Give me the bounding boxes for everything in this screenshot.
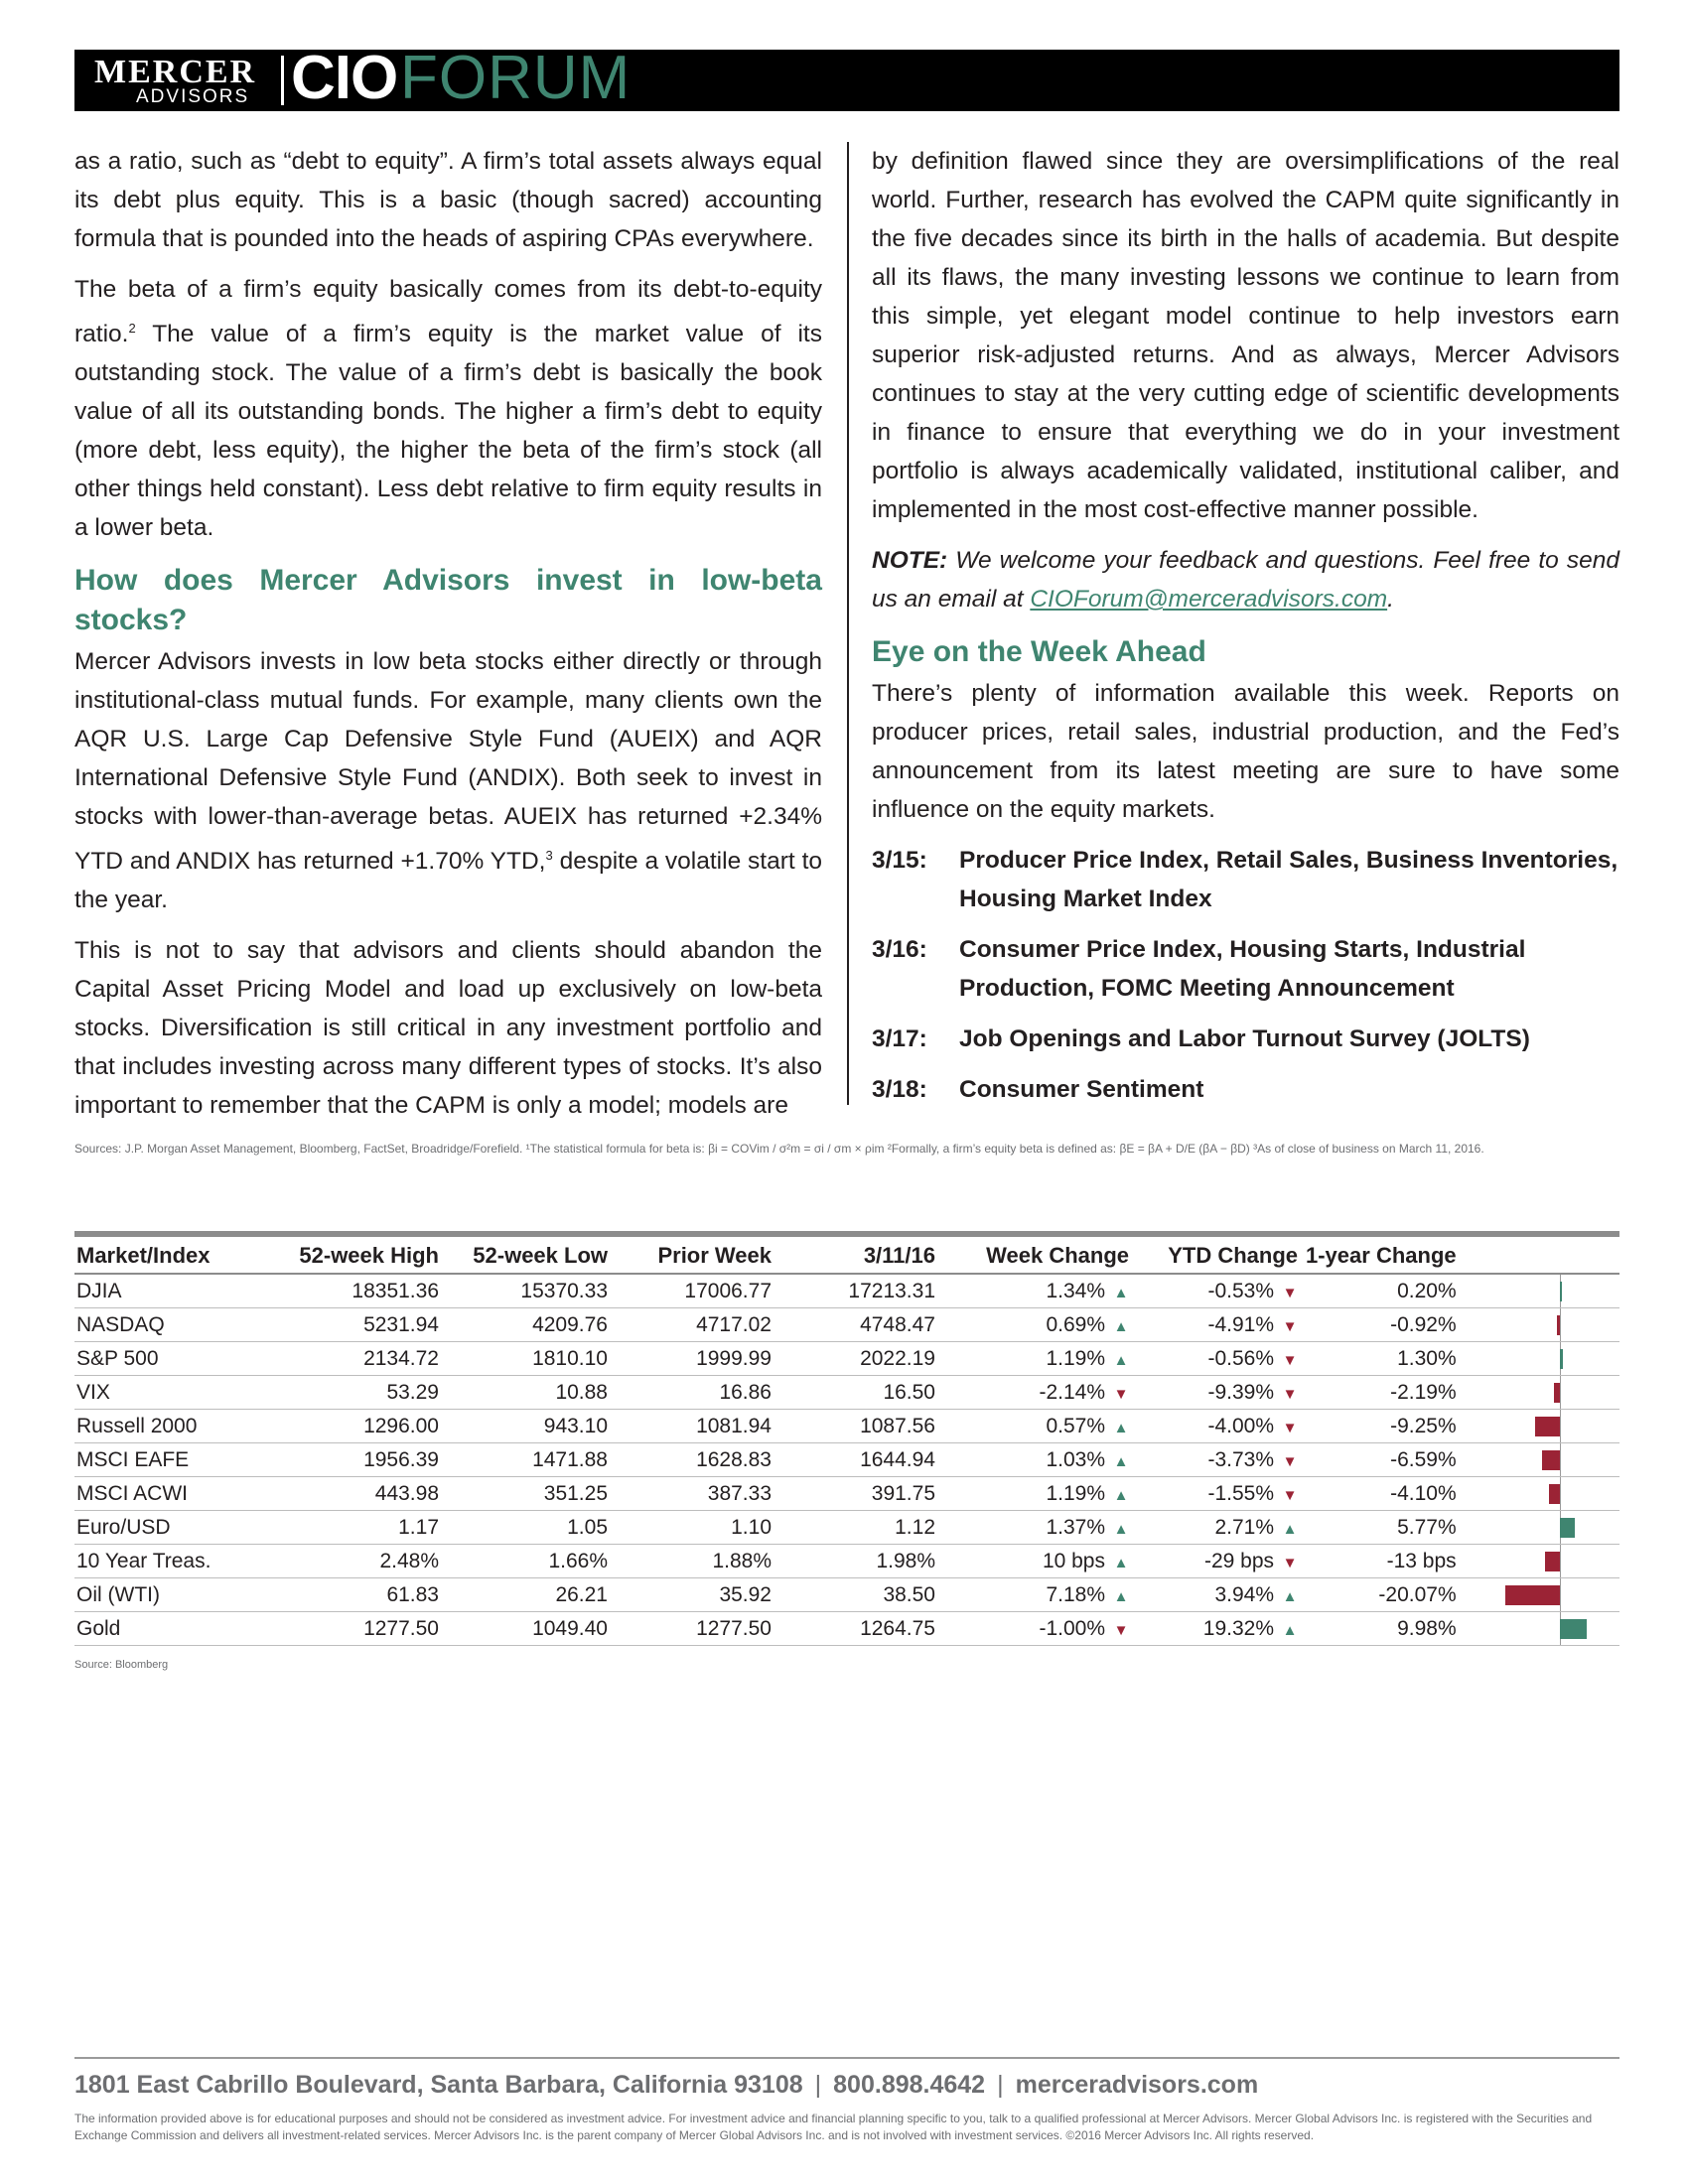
column-header: 52-week Low (445, 1234, 614, 1274)
cell-ytd-change: -9.39% ▼ (1135, 1376, 1304, 1410)
cell-ytd-change: -4.91% ▼ (1135, 1308, 1304, 1342)
cell-prior-week: 387.33 (614, 1477, 777, 1511)
triangle-down-icon: ▼ (1282, 1486, 1298, 1504)
cell-current: 38.50 (777, 1578, 941, 1612)
left-column (74, 142, 822, 1137)
triangle-up-icon: ▲ (1113, 1419, 1129, 1436)
paragraph: The beta of a firm’s equity basically comes from its debt-to-equity ratio.$^2$ The value of a firm’s equity is the market value of its outstanding stock. The value of a firm’s debt is basically the book value of all its outstanding bonds. The higher a firm’s debt to equity (more debt, less equity), the higher the beta of the firm’s stock (all other things held constant). Less debt relative to firm equity results in a lower beta. (74, 276, 822, 542)
triangle-up-icon: ▲ (1113, 1554, 1129, 1571)
cell-52wk-low: 1.66% (445, 1545, 614, 1578)
cell-52wk-low: 4209.76 (445, 1308, 614, 1342)
cell-1yr-change: 0.20% (1304, 1274, 1463, 1308)
cell-week-change: 1.34% ▲ (941, 1274, 1135, 1308)
cell-prior-week: 1081.94 (614, 1410, 777, 1443)
separator: | (997, 2071, 1004, 2099)
cell-ytd-change: -0.56% ▼ (1135, 1342, 1304, 1376)
table-row (74, 1376, 1619, 1410)
bar-axis (1560, 1376, 1561, 1409)
triangle-down-icon: ▼ (1282, 1419, 1298, 1436)
cell-52wk-high: 1.17 (273, 1511, 445, 1545)
cell-current: 1264.75 (777, 1612, 941, 1646)
email-link[interactable]: CIOForum@merceradvisors.com (1030, 586, 1388, 613)
cell-current: 17213.31 (777, 1274, 941, 1308)
triangle-down-icon: ▼ (1282, 1554, 1298, 1571)
cell-current: 1644.94 (777, 1443, 941, 1477)
triangle-up-icon: ▲ (1282, 1520, 1298, 1538)
table-row (74, 1274, 1619, 1308)
logo-cio: CIO (291, 44, 398, 112)
triangle-up-icon: ▲ (1113, 1351, 1129, 1369)
cell-week-change: 0.69% ▲ (941, 1308, 1135, 1342)
column-header: Prior Week (614, 1234, 777, 1274)
cell-week-change: 1.03% ▲ (941, 1443, 1135, 1477)
cell-prior-week: 17006.77 (614, 1274, 777, 1308)
table-header-row (74, 1234, 1619, 1274)
index-name: Gold (74, 1612, 273, 1646)
index-name: Russell 2000 (74, 1410, 273, 1443)
table-row (74, 1410, 1619, 1443)
cell-52wk-low: 10.88 (445, 1376, 614, 1410)
sources-footnote: Sources: J.P. Morgan Asset Management, Bloomberg, FactSet, Broadridge/Forefield. ¹The statistical formula for beta is: βi = COVim / σ²m = σi / σm × ρim ²Formally, a firm’s equity beta is defined as: βE = βA + D/E (βA − βD) ³As of close of business on March 11, 2016. (74, 1142, 1484, 1156)
event-item (872, 841, 1619, 918)
bar-cell (1463, 1443, 1619, 1477)
event-text: Consumer Sentiment (959, 1076, 1204, 1103)
cell-current: 1.98% (777, 1545, 941, 1578)
cell-ytd-change: 3.94% ▲ (1135, 1578, 1304, 1612)
cell-ytd-change: -3.73% ▼ (1135, 1443, 1304, 1477)
cell-52wk-low: 1049.40 (445, 1612, 614, 1646)
index-name: 10 Year Treas. (74, 1545, 273, 1578)
triangle-up-icon: ▲ (1113, 1284, 1129, 1301)
paragraph: as a ratio, such as “debt to equity”. A firm’s total assets always equal its debt plus equity. This is a basic (though sacred) accounting formula that is pounded into the heads of aspiring CPAs everywhere. (74, 148, 822, 252)
change-bar (1560, 1282, 1562, 1301)
column-header: 3/11/16 (777, 1234, 941, 1274)
header-banner (74, 44, 1619, 112)
event-item (872, 930, 1619, 1008)
cell-52wk-high: 61.83 (273, 1578, 445, 1612)
triangle-up-icon: ▲ (1113, 1452, 1129, 1470)
triangle-down-icon: ▼ (1282, 1284, 1298, 1301)
triangle-down-icon: ▼ (1282, 1351, 1298, 1369)
bar-axis (1560, 1578, 1561, 1611)
event-date: 3/17: (872, 1025, 927, 1052)
cell-ytd-change: -4.00% ▼ (1135, 1410, 1304, 1443)
bar-axis (1560, 1545, 1561, 1577)
column-divider (847, 142, 849, 1105)
triangle-up-icon: ▲ (1113, 1520, 1129, 1538)
bar-cell (1463, 1410, 1619, 1443)
cell-week-change: -2.14% ▼ (941, 1376, 1135, 1410)
cell-week-change: 0.57% ▲ (941, 1410, 1135, 1443)
column-header: Week Change (941, 1234, 1135, 1274)
event-date: 3/18: (872, 1076, 927, 1103)
cell-52wk-high: 2.48% (273, 1545, 445, 1578)
change-bar (1549, 1484, 1560, 1504)
table-row (74, 1511, 1619, 1545)
logo-mercer: MERCER (94, 54, 257, 90)
disclaimer: The information provided above is for educational purposes and should not be considered as investment advice. For investment advice and financial planning specific to you, talk to a qualified professional at Mercer Advisors. Mercer Global Advisors Inc. is registered with the Securities and Exchange Commission and delivers all investment-related services. Mercer Advisors Inc. is the parent company of Mercer Global Advisors Inc. and is not involved with investment services. ©2016 Mercer Advisors Inc. All rights reserved. (74, 2112, 1593, 2142)
triangle-down-icon: ▼ (1113, 1385, 1129, 1403)
cell-1yr-change: 5.77% (1304, 1511, 1463, 1545)
index-name: MSCI ACWI (74, 1477, 273, 1511)
table-row (74, 1612, 1619, 1646)
bar-axis (1560, 1477, 1561, 1510)
cell-week-change: 1.37% ▲ (941, 1511, 1135, 1545)
cell-52wk-low: 351.25 (445, 1477, 614, 1511)
column-header: YTD Change (1135, 1234, 1304, 1274)
table-row (74, 1477, 1619, 1511)
table-body (74, 1274, 1619, 1646)
cell-1yr-change: 9.98% (1304, 1612, 1463, 1646)
cell-52wk-low: 15370.33 (445, 1274, 614, 1308)
paragraph: Mercer Advisors invests in low beta stocks either directly or through institutional-class mutual funds. For example, many clients own the AQR U.S. Large Cap Defensive Style Fund (AUEIX) and AQR International Defensive Style Fund (ANDIX). Both seek to invest in stocks with lower-than-average betas. AUEIX has returned +2.34% YTD and ANDIX has returned +1.70% YTD,$^3$ despite a volatile start to the year. (74, 648, 823, 914)
index-name: NASDAQ (74, 1308, 273, 1342)
bar-axis (1560, 1308, 1561, 1341)
paragraph: There’s plenty of information available this week. Reports on producer prices, retail sales, industrial production, and the Fed’s announcement from its latest meeting are sure to have some influence on the equity markets. (872, 680, 1619, 823)
bar-cell (1463, 1511, 1619, 1545)
cell-prior-week: 16.86 (614, 1376, 777, 1410)
event-text: Producer Price Index, Retail Sales, Business Inventories, Housing Market Index (959, 847, 1618, 912)
cell-1yr-change: -9.25% (1304, 1410, 1463, 1443)
cell-1yr-change: -6.59% (1304, 1443, 1463, 1477)
index-name: Euro/USD (74, 1511, 273, 1545)
cell-52wk-high: 1277.50 (273, 1612, 445, 1646)
event-item (872, 1020, 1619, 1058)
cell-prior-week: 4717.02 (614, 1308, 777, 1342)
footer-contact (74, 2071, 1258, 2100)
cell-prior-week: 1628.83 (614, 1443, 777, 1477)
cell-ytd-change: -29 bps ▼ (1135, 1545, 1304, 1578)
cell-1yr-change: -4.10% (1304, 1477, 1463, 1511)
address: 1801 East Cabrillo Boulevard, Santa Barbara, California 93108 (74, 2071, 803, 2099)
cell-1yr-change: -20.07% (1304, 1578, 1463, 1612)
table-row (74, 1545, 1619, 1578)
change-bar (1545, 1552, 1560, 1571)
index-name: VIX (74, 1376, 273, 1410)
cell-week-change: 10 bps ▲ (941, 1545, 1135, 1578)
website[interactable]: merceradvisors.com (1015, 2071, 1259, 2099)
triangle-down-icon: ▼ (1113, 1621, 1129, 1639)
change-bar (1505, 1585, 1559, 1605)
index-name: MSCI EAFE (74, 1443, 273, 1477)
table-source: Source: Bloomberg (74, 1659, 169, 1671)
cell-52wk-low: 1810.10 (445, 1342, 614, 1376)
cell-current: 4748.47 (777, 1308, 941, 1342)
cell-current: 1.12 (777, 1511, 941, 1545)
event-text: Job Openings and Labor Turnout Survey (JOLTS) (959, 1025, 1530, 1052)
logo-advisors: ADVISORS (136, 86, 250, 107)
index-name: S&P 500 (74, 1342, 273, 1376)
bar-axis (1560, 1410, 1561, 1442)
cell-current: 391.75 (777, 1477, 941, 1511)
cell-prior-week: 1277.50 (614, 1612, 777, 1646)
cell-52wk-low: 943.10 (445, 1410, 614, 1443)
triangle-up-icon: ▲ (1113, 1317, 1129, 1335)
bar-cell (1463, 1376, 1619, 1410)
note-paragraph: NOTE: We welcome your feedback and questions. Feel free to send us an email at CIOForum@merceradvisors.com. (872, 547, 1619, 613)
paragraph: by definition flawed since they are oversimplifications of the real world. Further, research has evolved the CAPM quite significantly in the five decades since its birth in the halls of academia. But despite all its flaws, the many investing lessons we continue to learn from this simple, yet elegant model continue to help investors earn superior risk-adjusted returns. And as always, Mercer Advisors continues to stay at the very cutting edge of scientific developments in finance to ensure that everything we do in your investment portfolio is always academically validated, institutional caliber, and implemented in the most cost-effective manner possible. (872, 148, 1619, 523)
change-bar (1560, 1518, 1576, 1538)
event-item (872, 1070, 1619, 1109)
events-list (872, 841, 1619, 1109)
bar-cell (1463, 1578, 1619, 1612)
cell-1yr-change: -2.19% (1304, 1376, 1463, 1410)
bar-cell (1463, 1612, 1619, 1646)
market-table (74, 1231, 1619, 1646)
column-header: 52-week High (273, 1234, 445, 1274)
section-heading: Eye on the Week Ahead (872, 635, 1206, 668)
bar-cell (1463, 1545, 1619, 1578)
cell-52wk-high: 443.98 (273, 1477, 445, 1511)
cell-week-change: 1.19% ▲ (941, 1342, 1135, 1376)
change-bar (1560, 1619, 1587, 1639)
footer-rule (74, 2057, 1619, 2059)
bar-cell (1463, 1342, 1619, 1376)
cell-week-change: -1.00% ▼ (941, 1612, 1135, 1646)
column-header: Market/Index (74, 1234, 273, 1274)
change-bar (1535, 1417, 1560, 1436)
cell-ytd-change: 19.32% ▲ (1135, 1612, 1304, 1646)
triangle-up-icon: ▲ (1282, 1621, 1298, 1639)
cell-ytd-change: -1.55% ▼ (1135, 1477, 1304, 1511)
change-bar (1542, 1450, 1560, 1470)
cell-1yr-change: -13 bps (1304, 1545, 1463, 1578)
section-heading: How does Mercer Advisors invest in low-beta stocks? (74, 564, 822, 637)
cell-52wk-low: 1471.88 (445, 1443, 614, 1477)
change-bar (1557, 1315, 1559, 1335)
event-text: Consumer Price Index, Housing Starts, Industrial Production, FOMC Meeting Announcement (959, 936, 1526, 1002)
table-row (74, 1443, 1619, 1477)
table-row (74, 1308, 1619, 1342)
separator: | (814, 2071, 822, 2099)
logo-forum: FORUM (400, 44, 632, 112)
cell-52wk-high: 2134.72 (273, 1342, 445, 1376)
cell-1yr-change: 1.30% (1304, 1342, 1463, 1376)
cell-week-change: 1.19% ▲ (941, 1477, 1135, 1511)
cell-prior-week: 1.10 (614, 1511, 777, 1545)
triangle-down-icon: ▼ (1282, 1452, 1298, 1470)
cell-current: 16.50 (777, 1376, 941, 1410)
cell-1yr-change: -0.92% (1304, 1308, 1463, 1342)
event-date: 3/16: (872, 936, 927, 963)
cell-week-change: 7.18% ▲ (941, 1578, 1135, 1612)
bar-cell (1463, 1477, 1619, 1511)
change-bar (1560, 1349, 1564, 1369)
cell-current: 2022.19 (777, 1342, 941, 1376)
bar-cell (1463, 1274, 1619, 1308)
index-name: Oil (WTI) (74, 1578, 273, 1612)
cell-52wk-low: 26.21 (445, 1578, 614, 1612)
cell-ytd-change: -0.53% ▼ (1135, 1274, 1304, 1308)
phone: 800.898.4642 (833, 2071, 986, 2099)
table-row (74, 1342, 1619, 1376)
cell-prior-week: 1999.99 (614, 1342, 777, 1376)
right-column (872, 142, 1619, 1121)
bar-axis (1560, 1443, 1561, 1476)
triangle-up-icon: ▲ (1282, 1587, 1298, 1605)
column-header-bar (1463, 1234, 1619, 1274)
cell-ytd-change: 2.71% ▲ (1135, 1511, 1304, 1545)
paragraph: This is not to say that advisors and clients should abandon the Capital Asset Pricing Model and load up exclusively on low-beta stocks. Diversification is still critical in any investment portfolio and that includes investing across many different types of stocks. It’s also important to remember that the CAPM is only a model; models are (74, 937, 822, 1120)
index-name: DJIA (74, 1274, 273, 1308)
cell-52wk-high: 18351.36 (273, 1274, 445, 1308)
cell-52wk-high: 53.29 (273, 1376, 445, 1410)
table-row (74, 1578, 1619, 1612)
column-header: 1-year Change (1304, 1234, 1463, 1274)
triangle-up-icon: ▲ (1113, 1587, 1129, 1605)
change-bar (1554, 1383, 1560, 1403)
cell-current: 1087.56 (777, 1410, 941, 1443)
triangle-up-icon: ▲ (1113, 1486, 1129, 1504)
cell-52wk-high: 5231.94 (273, 1308, 445, 1342)
cell-52wk-low: 1.05 (445, 1511, 614, 1545)
cell-prior-week: 35.92 (614, 1578, 777, 1612)
triangle-down-icon: ▼ (1282, 1317, 1298, 1335)
triangle-down-icon: ▼ (1282, 1385, 1298, 1403)
cell-52wk-high: 1956.39 (273, 1443, 445, 1477)
cell-prior-week: 1.88% (614, 1545, 777, 1578)
bar-cell (1463, 1308, 1619, 1342)
logo-divider (281, 56, 284, 105)
event-date: 3/15: (872, 847, 927, 874)
cell-52wk-high: 1296.00 (273, 1410, 445, 1443)
